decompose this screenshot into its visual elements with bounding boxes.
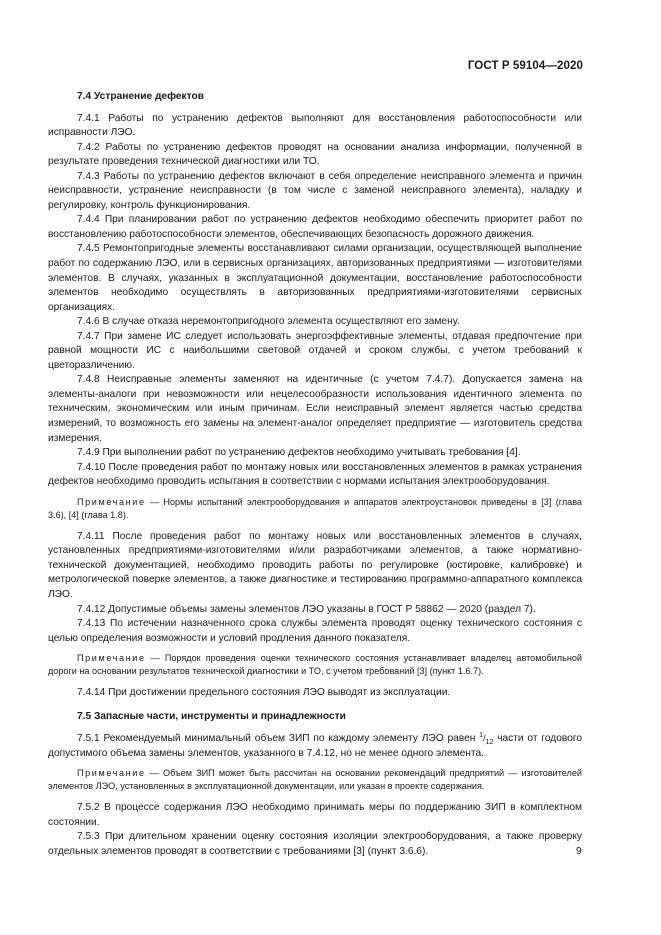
page-number: 9 [576, 846, 582, 857]
note-text: — Нормы испытаний электрооборудования и аппаратов электроустановок приведены в [3] (глава 3.6), [4] (глава 1.8). [48, 496, 582, 520]
note-label: Примечание [77, 496, 146, 507]
note-text: — Порядок проведения оценки технического состояния устанавливает владелец автомобильной дороги на основании результатов технической диагностики и ТО, с учетом требований [3] (пункт 1.6.7). [48, 653, 582, 677]
paragraph: 7.5.2 В процессе содержания ЛЭО необходимо принимать меры по поддержанию ЗИП в комплектном состоянии. [48, 802, 582, 828]
paragraph: 7.4.11 После проведения работ по монтажу новых или восстановленных элементов в случаях, установленных предприятиями-изготовителями и/или разработчиками элементов, а также нормативно-технической документацией, необходимо проводить работы по регулировке (юстировке, калибровке) и метрологической поверке элементов, а также диагностике и тестированию программно-аппаратного комплекса ЛЭО. [48, 530, 582, 600]
paragraph: 7.4.13 По истечении назначенного срока службы элемента проводят оценку технического состояния с целью определения возможности и условий продления данного показателя. [48, 618, 582, 644]
note-label: Примечание [77, 653, 146, 664]
fraction-denominator: 12 [485, 739, 494, 747]
paragraph-text: части от годового допустимого объема замены элементов, указанного в 7.4.12, но не менее одного элемента. [48, 733, 582, 759]
paragraph: 7.4.14 При достижении предельного состояния ЛЭО выводят из эксплуатации. [77, 687, 451, 699]
paragraph: 7.4.2 Работы по устранению дефектов проводят на основании анализа информации, полученной в результате проведения технической диагностики или ТО. [48, 141, 582, 168]
section-title: 7.5 Запасные части, инструменты и принадлежности [77, 710, 346, 722]
fraction-numerator: 1 [479, 732, 484, 740]
paragraph: 7.4.3 Работы по устранению дефектов включают в себя определение неисправного элемента и причин неисправности, устранение неисправности (в том числе с заменой неисправного элемента), наладку и регулировку, контроль функционирования. [48, 170, 582, 211]
paragraph: 7.4.1 Работы по устранению дефектов выполняют для восстановления работоспособности или исправности ЛЭО. [48, 112, 582, 139]
paragraph: 7.4.7 При замене ИС следует использовать энергоэффективные элементы, отдавая предпочтение при равной мощности ИС с наибольшими световой отдачей и сроком службы, с учетом требований к цветоразличению. [48, 330, 582, 371]
paragraph-text: 7.5.1 Рекомендуемый минимальный объем ЗИП по каждому элементу ЛЭО равен [77, 733, 480, 745]
document-body [48, 90, 582, 860]
paragraph: 7.4.6 В случае отказа неремонтопригодного элемента осуществляют его замену. [77, 316, 460, 328]
paragraph: 7.4.12 Допустимые объемы замены элементов ЛЭО указаны в ГОСТ Р 58862 — 2020 (раздел 7). [77, 603, 536, 615]
note-text: — Объем ЗИП может быть рассчитан на основании рекомендаций предприятий — изготовителей элементов ЛЭО, установленных в эксплуатационной документации, или указан в проекте содержания. [48, 768, 582, 792]
fraction: $^1/_{12}$ [479, 732, 494, 747]
note-label: Примечание [77, 768, 146, 779]
paragraph: 7.4.8 Неисправные элементы заменяют на идентичные (с учетом 7.4.7). Допускается замена на элементы-аналоги при невозможности или нецелесообразности использования идентичного элемента по техническим, экономическим или иным причинам. Если неисправный элемент является частью средства измерений, то возможность его замены на элемент-аналог определяет предприятие — изготовитель средства измерения. [48, 374, 582, 444]
paragraph: 7.5.3 При длительном хранении оценку состояния изоляции электрооборудования, а также проверку отдельных элементов проводят в соответствии с требованиями [3] (пункт 3.6.6). [48, 831, 582, 857]
paragraph [48, 731, 582, 761]
note [48, 767, 582, 793]
section-title: 7.4 Устранение дефектов [77, 91, 204, 102]
paragraph: 7.4.4 При планировании работ по устранению дефектов необходимо обеспечить приоритет работ по восстановлению работоспособности элементов, обеспечивающих безопасность дорожного движения. [48, 214, 582, 240]
paragraph: 7.4.5 Ремонтопригодные элементы восстанавливают силами организации, осуществляющей выполнение работ по содержанию ЛЭО, или в сервисных организациях, авторизованных предприятиями — изготовителями элементов. В случаях, указанных в эксплуатационной документации, восстановление работоспособности элементов необходимо осуществлять в авторизованных предприятиями-изготовителями сервисных организациях. [48, 243, 582, 313]
note [48, 496, 582, 522]
paragraph: 7.4.10 После проведения работ по монтажу новых или восстановленных элементов в рамках устранения дефектов необходимо проводить испытания в соответствии с нормами испытания электрооборудования. [48, 461, 582, 488]
note [48, 652, 582, 678]
standard-header: ГОСТ Р 59104—2020 [467, 60, 583, 72]
paragraph: 7.4.9 При выполнении работ по устранению дефектов необходимо учитывать требования [4]. [77, 447, 521, 459]
